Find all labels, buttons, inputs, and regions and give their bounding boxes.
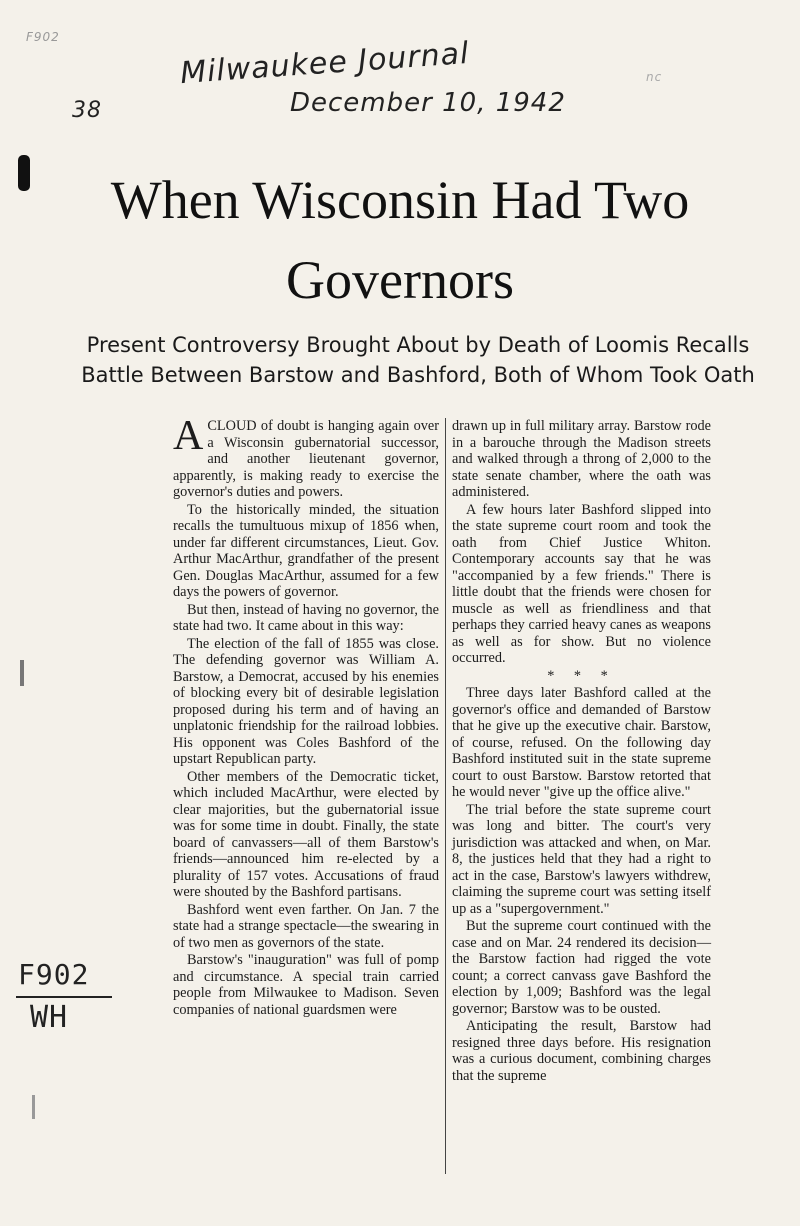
- handwritten-date: December 10, 1942: [290, 88, 566, 118]
- paragraph: But then, instead of having no governor, the state had two. It came about in this way:: [173, 601, 439, 634]
- handwritten-page-number: 38: [72, 98, 102, 123]
- column-divider: [445, 418, 446, 1174]
- paragraph: Other members of the Democratic ticket, which included MacArthur, were elected by clear majorities, but the gubernatorial issue was for some time in doubt. Finally, the state board of canvassers—all of them Barstow's friends—announced him re-elected by a plurality of 157 votes. Accusations of fraud were shouted by the Bashford partisans.: [173, 768, 439, 900]
- paragraph: ACLOUD of doubt is hanging again over a Wisconsin gubernatorial successor, and another lieutenant governor, apparently, is making ready to exercise the governor's duties and powers.: [173, 413, 439, 500]
- file-code-underline: [16, 996, 112, 998]
- article-subhead: [58, 330, 778, 390]
- margin-mark-lower: [32, 1095, 35, 1119]
- paragraph: A few hours later Bashford slipped into the state supreme court room and took the oath from Chief Justice Whiton. Contemporary accounts say that he was "accompanied by a few friends." There is little doubt that the friends were chosen for muscle as well as friendliness and that perhaps they carried heavy canes as weapons as well as for show. But no violence occurred.: [452, 501, 711, 666]
- paragraph: To the historically minded, the situation recalls the tumultuous mixup of 1856 when, under far different circumstances, Lieut. Gov. Arthur MacArthur, grandfather of the present Gen. Douglas MacArthur, assumed for a few days the powers of governor.: [173, 501, 439, 600]
- paragraph: drawn up in full military array. Barstow rode in a barouche through the Madison streets and walked through a throng of 2,000 to the state senate chamber, where the oath was administered.: [452, 418, 711, 500]
- punch-hole-mark: [18, 155, 30, 191]
- handwritten-publication: Milwaukee Journal: [179, 35, 471, 92]
- article-column-right: [452, 418, 711, 1085]
- paragraph: Barstow's "inauguration" was full of pomp and circumstance. A special train carried people from Milwaukee to Madison. Seven companies of national guardsmen were: [173, 952, 439, 1018]
- paragraph: Bashford went even farther. On Jan. 7 the state had a strange spectacle—the swearing in of two men as governors of the state.: [173, 901, 439, 951]
- paragraph: The election of the fall of 1855 was close. The defending governor was William A. Barstow, a Democrat, accused by his enemies of blocking every bit of desirable legislation proposed during his term and of having an unplatonic friendship for the railroad lobbies. His opponent was Coles Bashford of the upstart Republican party.: [173, 635, 439, 767]
- subhead-line-2: Battle Between Barstow and Bashford, Both of Whom Took Oath: [81, 363, 755, 387]
- paragraph: The trial before the state supreme court was long and bitter. The court's very jurisdiction was attacked and when, on Mar. 8, the justices held that they had a right to act in the case, Barstow's lawyers withdrew, claiming the supreme court was setting itself up as a "supergovernment.": [452, 801, 711, 917]
- margin-mark: [20, 660, 24, 686]
- corner-note: F902: [26, 30, 60, 44]
- paragraph: But the supreme court continued with the case and on Mar. 24 rendered its decision—the Barstow faction had rigged the vote count; a correct canvass gave Bashford the election by 1,009; Bashford was the legal governor; Barstow was to be ousted.: [452, 918, 711, 1017]
- handwritten-initials: nc: [646, 70, 663, 84]
- article-headline: When Wisconsin Had Two Governors: [110, 170, 690, 310]
- paragraph: Three days later Bashford called at the governor's office and demanded of Barstow that he give up the executive chair. Barstow, of course, refused. On the following day Bashford instituted suit in the state supreme court to oust Barstow. Barstow retorted that he would never "give up the office alive.": [452, 685, 711, 800]
- section-break: * * *: [547, 667, 616, 684]
- article-column-left: [173, 413, 439, 1019]
- handwritten-file-code: F902: [18, 958, 90, 991]
- paragraph: Anticipating the result, Barstow had resigned three days before. His resignation was a curious document, combining charges that the supreme: [452, 1018, 711, 1084]
- subhead-line-1: Present Controversy Brought About by Death of Loomis Recalls: [86, 333, 750, 357]
- handwritten-file-subject: WH: [30, 1000, 69, 1035]
